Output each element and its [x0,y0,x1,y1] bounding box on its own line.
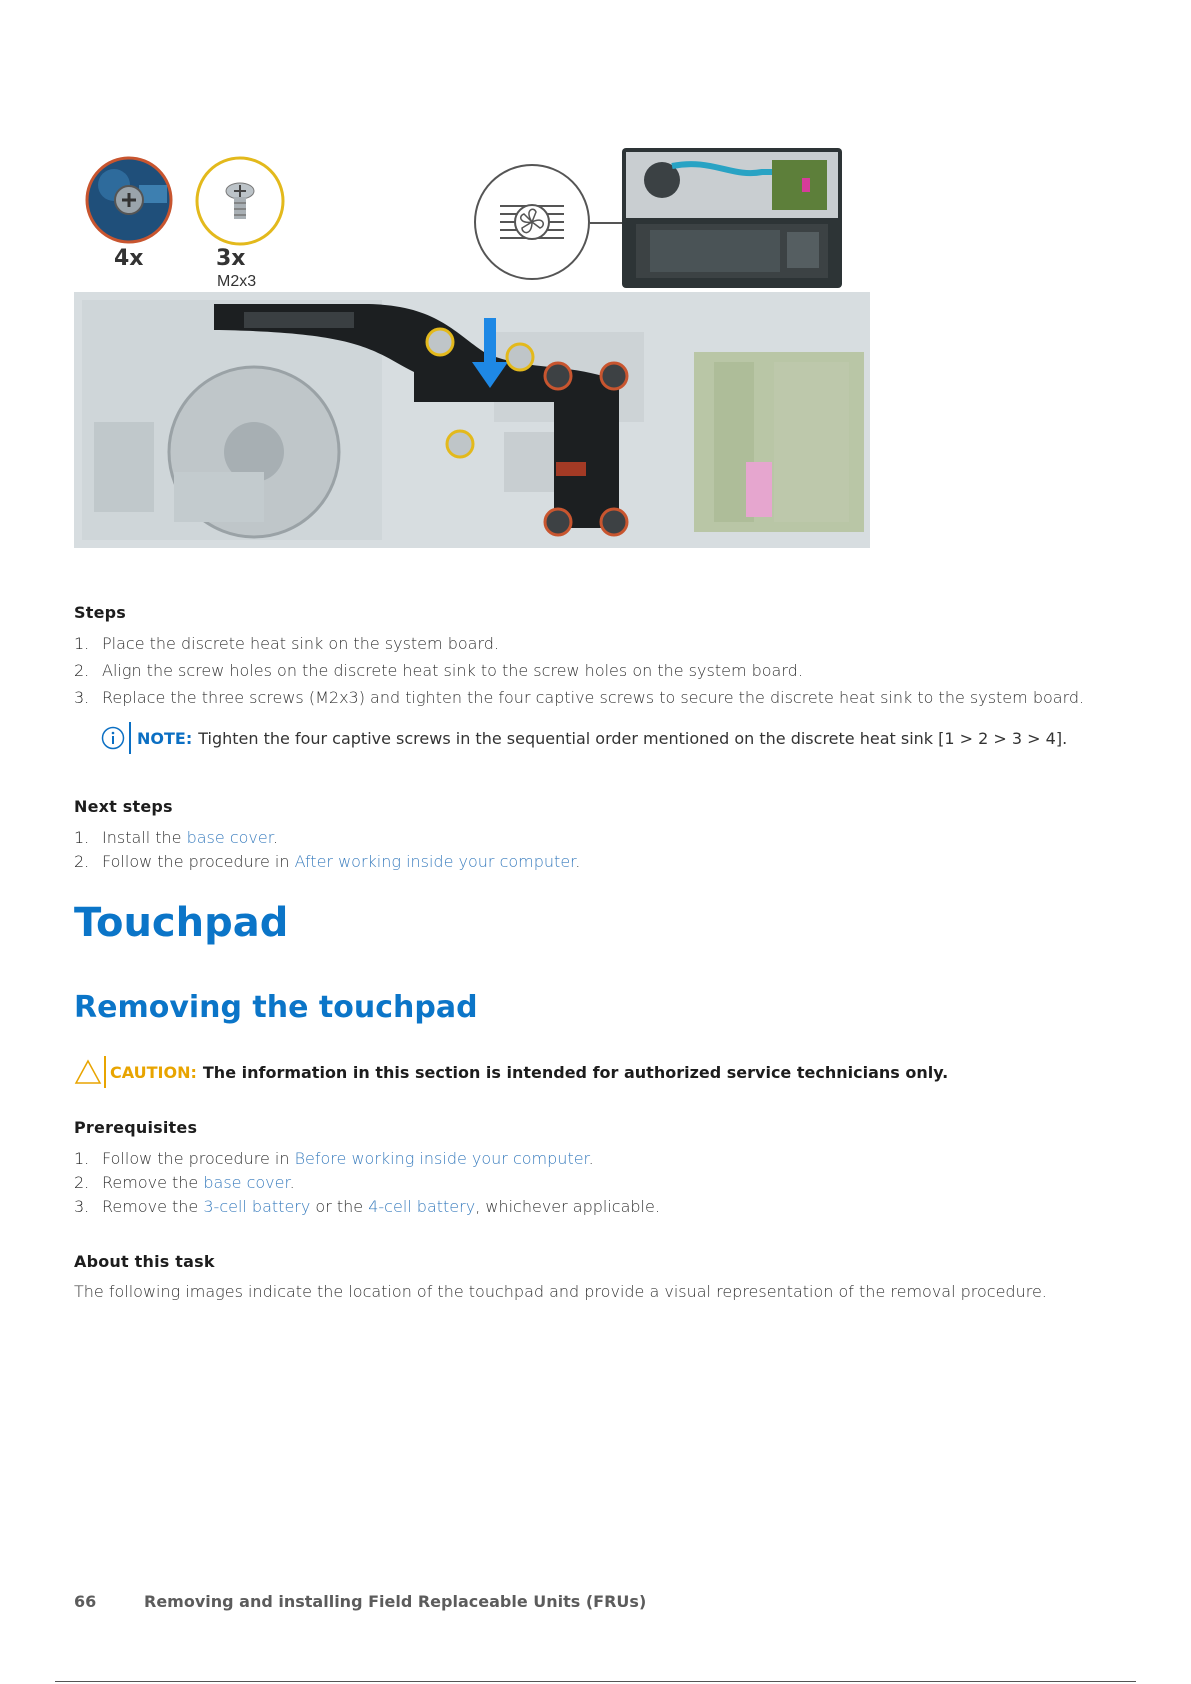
system-board-heat-sink-image [74,292,870,548]
about-heading: About this task [74,1252,215,1271]
section-title: Removing the touchpad [74,990,478,1025]
note-label: NOTE: [137,728,193,748]
caution-bar [104,1056,106,1088]
m2x3-screw-icon [194,155,286,247]
next-steps-heading: Next steps [74,797,173,816]
steps-list [74,632,1134,710]
list-item: 1. Install the base cover. [74,828,278,847]
footer-divider [55,1681,1136,1682]
base-cover-link[interactable]: base cover [186,828,273,847]
m2x3-screw-size: M2x3 [217,273,257,290]
about-text: The following images indicate the location of the touchpad and provide a visual representation of the removal procedure. [74,1282,1047,1301]
heat-sink-install-figure [74,140,870,570]
page-footer [74,1592,646,1611]
list-item: 2. Align the screw holes on the discrete heat sink to the screw holes on the system board. [74,661,803,680]
list-item: 1. Place the discrete heat sink on the system board. [74,634,499,653]
list-item: 2. Follow the procedure in After working inside your computer. [74,852,581,871]
3-cell-battery-link[interactable]: 3-cell battery [203,1197,311,1216]
steps-heading: Steps [74,603,126,622]
next-steps-list [74,826,1134,874]
warning-icon [74,1059,102,1085]
heat-sink-fan-symbol-icon [472,162,592,282]
page-number: 66 [74,1592,97,1611]
base-cover-link[interactable]: base cover [203,1173,290,1192]
captive-screw-icon [84,155,174,245]
after-working-link[interactable]: After working inside your computer [294,852,576,871]
note-text: Tighten the four captive screws in the sequential order mentioned on the discrete heat sink [1 > 2 > 3 > 4]. [198,728,1068,748]
before-working-link[interactable]: Before working inside your computer [294,1149,589,1168]
page-title: Touchpad [74,900,289,946]
caution-box [74,1054,948,1090]
list-item: 2. Remove the base cover. [74,1173,295,1192]
laptop-overview-image [622,148,842,288]
prerequisites-list [74,1147,1134,1219]
caution-text: The information in this section is intended for authorized service technicians only. [202,1062,949,1082]
m2x3-screw-count: 3x [216,246,246,271]
list-item: 3. Replace the three screws (M2x3) and tighten the four captive screws to secure the discrete heat sink to the system board. [74,688,1085,707]
prerequisites-heading: Prerequisites [74,1118,198,1137]
note-bar [129,722,131,754]
4-cell-battery-link[interactable]: 4-cell battery [368,1197,476,1216]
info-icon [101,726,125,750]
footer-section-title: Removing and installing Field Replaceable Units (FRUs) [144,1592,647,1611]
list-item: 1. Follow the procedure in Before working inside your computer. [74,1149,594,1168]
caution-label: CAUTION: [110,1062,197,1082]
list-item: 3. Remove the 3-cell battery or the 4-cell battery, whichever applicable. [74,1197,660,1216]
note-box [101,720,1067,756]
captive-screw-count: 4x [114,246,144,271]
